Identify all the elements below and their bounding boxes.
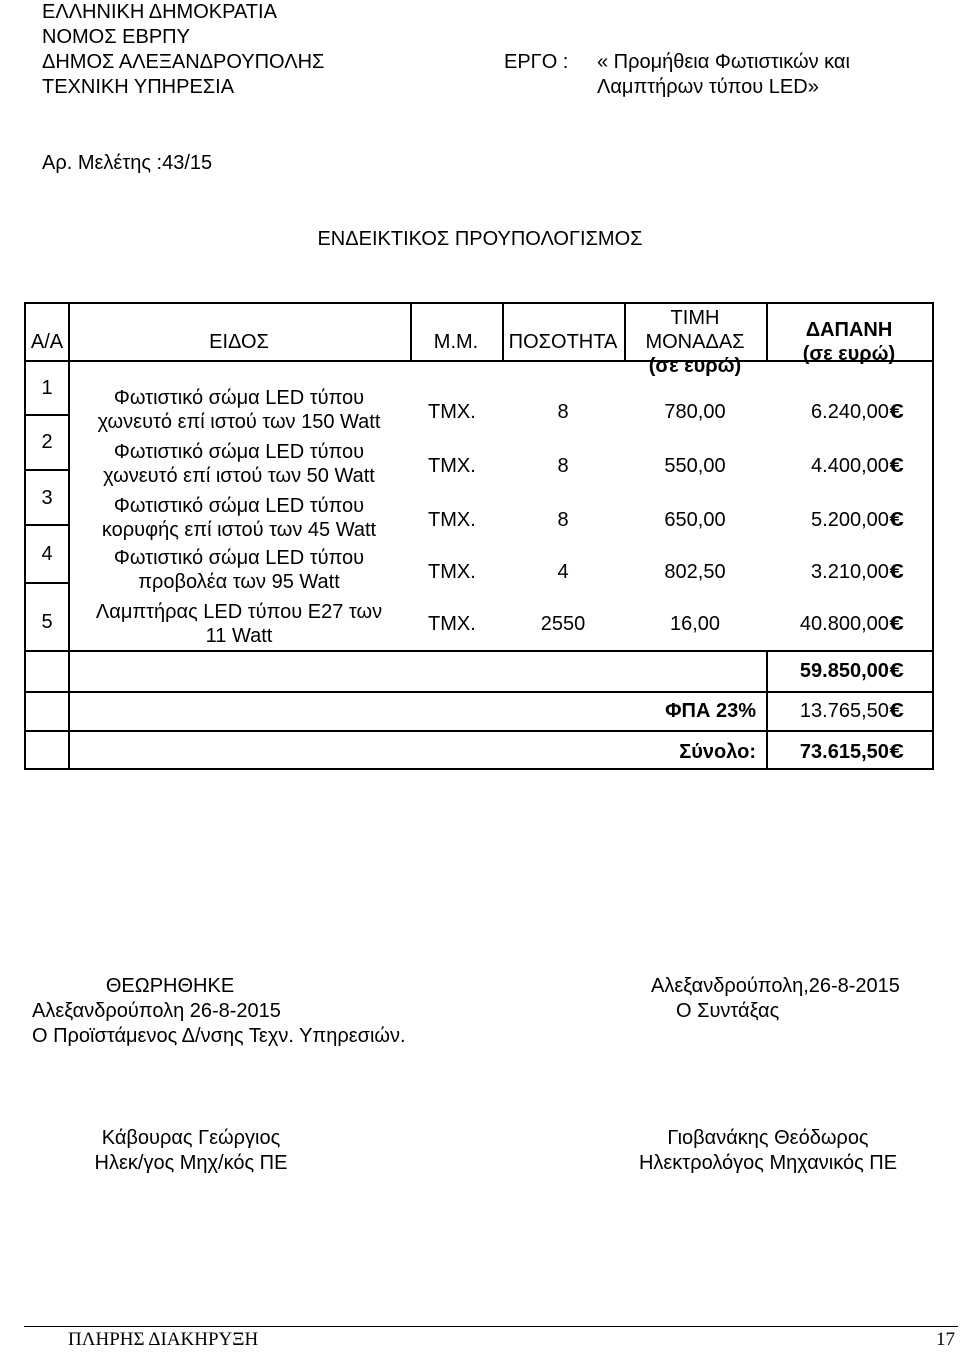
- header-line2: ΝΟΜΟΣ ΕΒΡΠΥ: [42, 26, 190, 48]
- row-aa: 1: [41, 377, 53, 399]
- row-qty: 2550: [540, 613, 586, 635]
- row-desc: προβολέα των 95 Watt: [138, 571, 340, 593]
- row-qty: 8: [557, 401, 569, 423]
- row-price: 16,00: [669, 613, 721, 635]
- approval-right-line1: Αλεξανδρούπολη,26-8-2015: [651, 975, 900, 997]
- vat-label: ΦΠΑ 23%: [665, 700, 756, 722]
- row-divider: [26, 730, 932, 732]
- row-qty: 8: [557, 509, 569, 531]
- euro-icon: €: [889, 561, 904, 583]
- total-value: 73.615,50€: [799, 741, 904, 763]
- row-divider: [26, 582, 68, 584]
- footer-rule: [24, 1326, 958, 1327]
- row-cost: 3.210,00€: [811, 561, 904, 583]
- row-unit: ΤΜΧ.: [428, 401, 476, 423]
- footer-label: ΠΛΗΡΗΣ ΔΙΑΚΗΡΥΞΗ: [68, 1329, 259, 1350]
- row-aa: 5: [41, 611, 53, 633]
- row-divider: [26, 414, 68, 416]
- signature-left-role: Ηλεκ/γος Μηχ/κός ΠΕ: [94, 1152, 288, 1174]
- euro-icon: €: [889, 401, 904, 423]
- row-qty: 8: [557, 455, 569, 477]
- row-divider: [26, 469, 68, 471]
- header-line3: ΔΗΜΟΣ ΑΛΕΞΑΝΔΡΟΥΠΟΛΗΣ: [42, 51, 325, 73]
- header-price-line2: ΜΟΝΑΔΑΣ: [645, 331, 745, 353]
- header-aa: Α/Α: [30, 331, 64, 353]
- row-unit: ΤΜΧ.: [428, 455, 476, 477]
- budget-table: [24, 302, 934, 770]
- signature-right-name: Γιοβανάκης Θεόδωρος: [667, 1127, 869, 1149]
- approval-left-line3: Ο Προϊστάμενος Δ/νσης Τεχν. Υπηρεσιών.: [32, 1025, 406, 1047]
- row-aa: 4: [41, 543, 53, 565]
- signature-left-name: Κάβουρας Γεώργιος: [101, 1127, 281, 1149]
- row-price: 780,00: [664, 401, 726, 423]
- row-price: 650,00: [664, 509, 726, 531]
- header-line1: ΕΛΛΗΝΙΚΗ ΔΗΜΟΚΡΑΤΙΑ: [42, 1, 277, 23]
- row-cost: 40.800,00€: [799, 613, 904, 635]
- project-title-line1: « Προμήθεια Φωτιστικών και: [597, 51, 850, 73]
- row-divider: [26, 524, 68, 526]
- header-cost-line2: (σε ευρώ): [802, 343, 896, 365]
- header-unit: Μ.Μ.: [433, 331, 479, 353]
- row-aa: 3: [41, 487, 53, 509]
- approval-right-line2: Ο Συντάξας: [676, 1000, 780, 1022]
- vat-value: 13.765,50€: [799, 700, 904, 722]
- row-unit: ΤΜΧ.: [428, 561, 476, 583]
- subtotal-value: 59.850,00€: [799, 660, 904, 682]
- header-price-line1: ΤΙΜΗ: [670, 307, 720, 329]
- row-desc: Φωτιστικό σώμα LED τύπου: [113, 495, 365, 517]
- row-desc: Λαμπτήρας LED τύπου E27 των: [95, 601, 383, 623]
- row-cost: 5.200,00€: [811, 509, 904, 531]
- total-label: Σύνολο:: [679, 741, 756, 763]
- row-desc: χωνευτό επί ιστού των 150 Watt: [97, 411, 381, 433]
- row-desc: κορυφής επί ιστού των 45 Watt: [101, 519, 377, 541]
- row-divider: [26, 650, 932, 652]
- row-cost: 6.240,00€: [811, 401, 904, 423]
- approval-left-line2: Αλεξανδρούπολη 26-8-2015: [32, 1000, 281, 1022]
- row-aa: 2: [41, 431, 53, 453]
- euro-icon: €: [889, 455, 904, 477]
- euro-icon: €: [889, 613, 904, 635]
- header-line4: ΤΕΧΝΙΚΗ ΥΠΗΡΕΣΙΑ: [42, 76, 235, 98]
- page-title: ΕΝΔΕΙΚΤΙΚΟΣ ΠΡΟΥΠΟΛΟΓΙΣΜΟΣ: [317, 228, 643, 250]
- row-desc: Φωτιστικό σώμα LED τύπου: [113, 387, 365, 409]
- header-item: ΕΙΔΟΣ: [209, 331, 269, 353]
- col-divider: [766, 650, 768, 768]
- study-number: Αρ. Μελέτης :43/15: [42, 152, 213, 174]
- euro-icon: €: [889, 700, 904, 722]
- page-number: 17: [936, 1329, 955, 1350]
- row-cost: 4.400,00€: [811, 455, 904, 477]
- row-unit: ΤΜΧ.: [428, 613, 476, 635]
- row-price: 550,00: [664, 455, 726, 477]
- project-label: ΕΡΓΟ :: [504, 51, 569, 73]
- row-qty: 4: [557, 561, 569, 583]
- euro-icon: €: [889, 509, 904, 531]
- project-title-line2: Λαμπτήρων τύπου LED»: [597, 76, 819, 98]
- approval-left-line1: ΘΕΩΡΗΘΗΚΕ: [105, 975, 235, 997]
- signature-right-role: Ηλεκτρολόγος Μηχανικός ΠΕ: [638, 1152, 898, 1174]
- header-price-line3: (σε ευρώ): [648, 355, 742, 377]
- row-divider: [26, 691, 932, 693]
- row-desc: Φωτιστικό σώμα LED τύπου: [113, 547, 365, 569]
- euro-icon: €: [889, 741, 904, 763]
- row-desc: χωνευτό επί ιστού των 50 Watt: [103, 465, 375, 487]
- row-desc: Φωτιστικό σώμα LED τύπου: [113, 441, 365, 463]
- header-cost-line1: ΔΑΠΑΝΗ: [805, 319, 893, 341]
- row-price: 802,50: [664, 561, 726, 583]
- header-quantity: ΠΟΣΟΤΗΤΑ: [508, 331, 618, 353]
- euro-icon: €: [889, 660, 904, 682]
- row-desc: 11 Watt: [205, 625, 273, 647]
- row-unit: ΤΜΧ.: [428, 509, 476, 531]
